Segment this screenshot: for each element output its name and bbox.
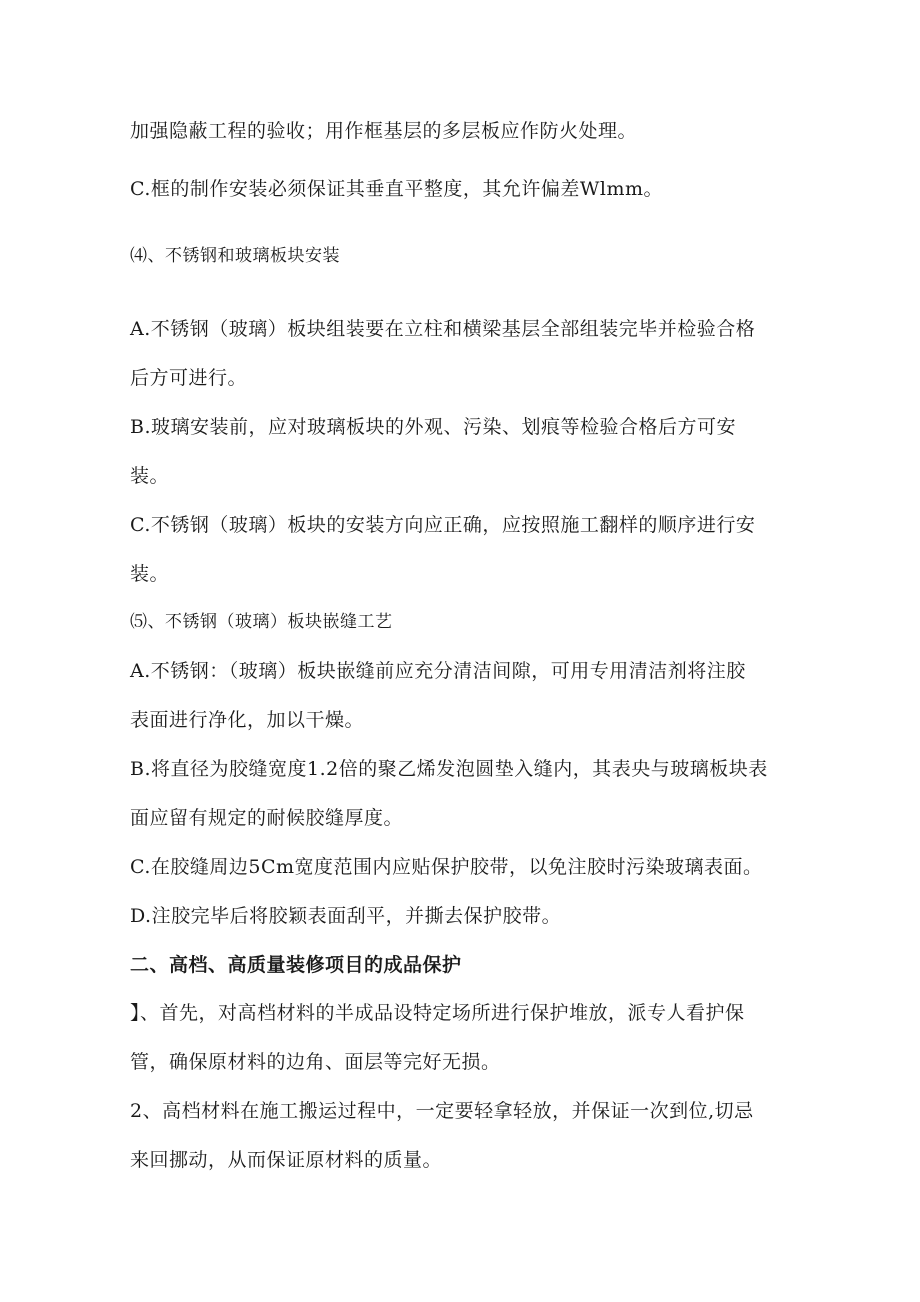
text-line: B.将直径为胶缝宽度1.2倍的聚乙烯发泡圆垫入缝内，其表央与玻璃板块表 <box>130 758 768 780</box>
text-line: 2、高档材料在施工搬运过程中，一定要轻拿轻放，并保证一次到位,切忌 <box>130 1100 754 1122</box>
text-line: 加强隐蔽工程的验收；用作框基层的多层板应作防火处理。 <box>130 120 638 142</box>
section-heading: ⑷、不锈钢和玻璃板块安装 <box>130 246 340 266</box>
text-line: 面应留有规定的耐候胶缝厚度。 <box>130 807 404 829</box>
text-line: C.在胶缝周边5Cm宽度范围内应贴保护胶带，以免注胶时污染玻璃表面。 <box>130 856 763 878</box>
text-line: 表面进行净化，加以干燥。 <box>130 709 365 731</box>
text-line: 】、首先，对高档材料的半成品设特定场所进行保护堆放，派专人看护保 <box>130 1002 745 1024</box>
text-line: 装。 <box>130 465 170 487</box>
text-line: 来回挪动，从而保证原材料的质量。 <box>130 1149 443 1171</box>
text-line: 后方可进行。 <box>130 367 248 389</box>
text-line: C.框的制作安装必须保证其垂直平整度，其允许偏差Wlmm。 <box>130 178 664 200</box>
section-heading: ⑸、不锈钢（玻璃）板块嵌缝工艺 <box>130 612 393 632</box>
text-line: A.不锈钢：（玻璃）板块嵌缝前应充分清洁间隙，可用专用清洁剂将注胶 <box>130 660 746 682</box>
chapter-heading: 二、高档、高质量装修项目的成品保护 <box>130 954 462 976</box>
text-line: A.不锈钢（玻璃）板块组装要在立柱和横梁基层全部组装完毕并检验合格 <box>130 318 756 340</box>
text-line: C.不锈钢（玻璃）板块的安装方向应正确，应按照施工翻样的顺序进行安 <box>130 514 756 536</box>
text-line: B.玻璃安装前，应对玻璃板块的外观、污染、划痕等检验合格后方可安 <box>130 416 737 438</box>
text-line: D.注胶完毕后将胶颖表面刮平，并撕去保护胶带。 <box>130 905 562 927</box>
text-line: 管，确保原材料的边角、面层等完好无损。 <box>130 1051 501 1073</box>
text-line: 装。 <box>130 563 170 585</box>
